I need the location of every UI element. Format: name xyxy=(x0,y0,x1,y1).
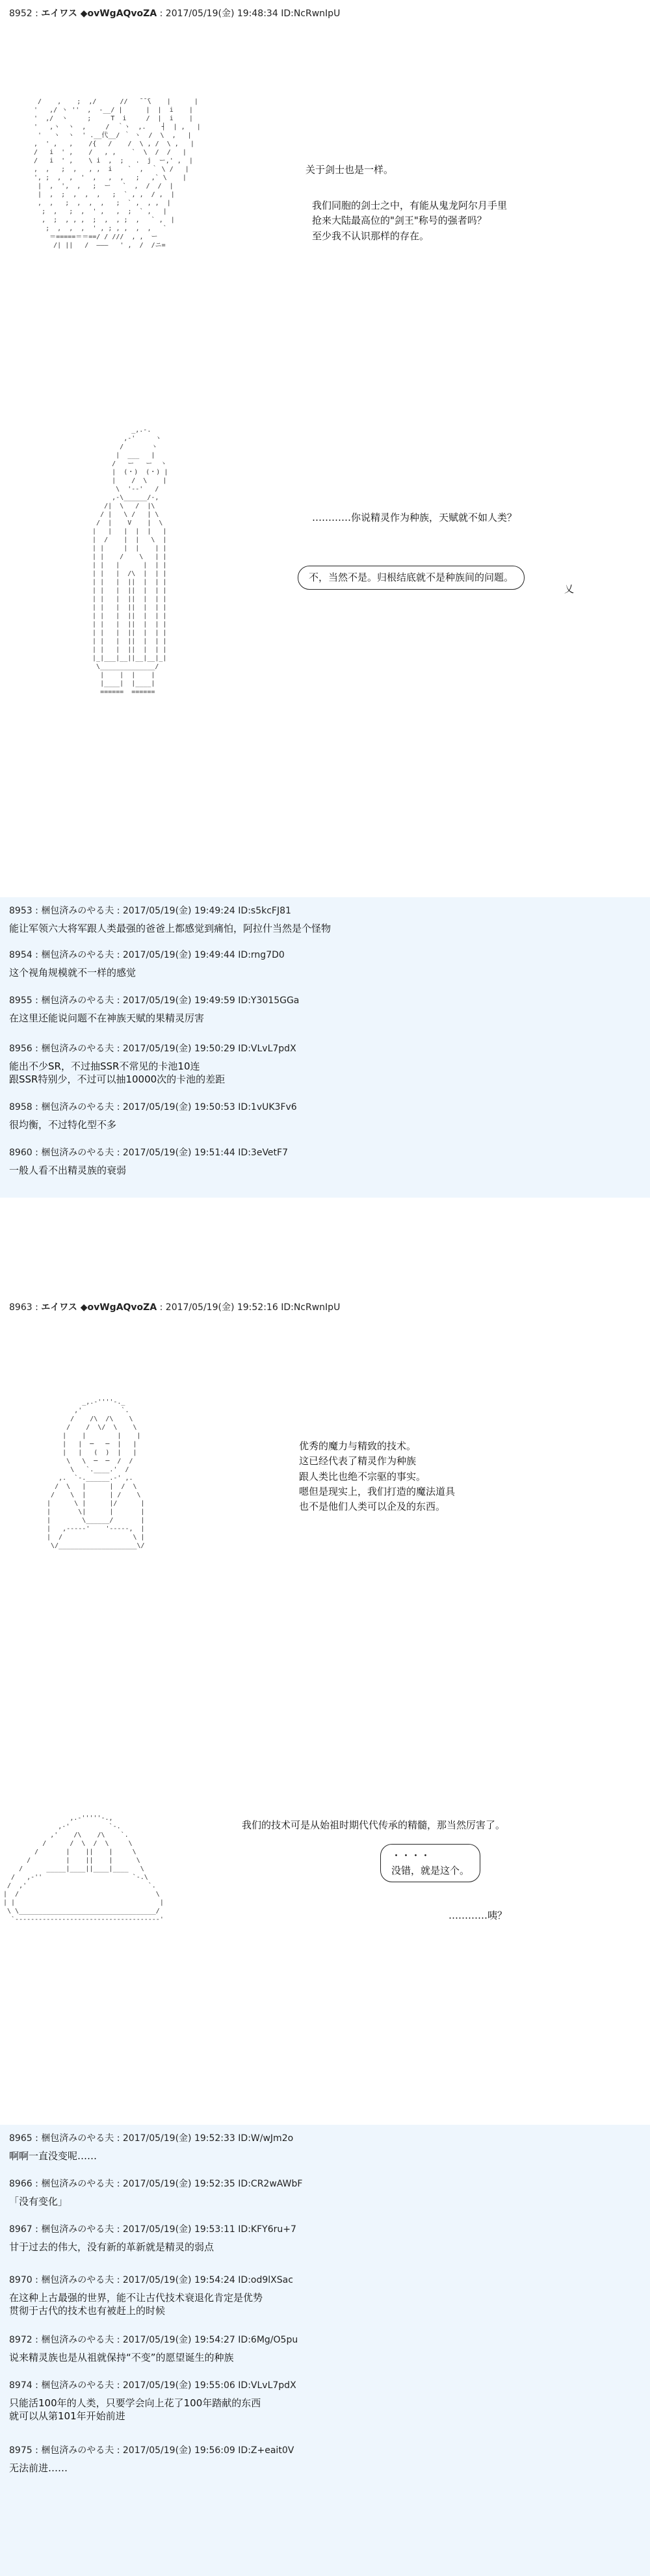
post-date: 2017/05/19(金) 19:54:24 xyxy=(122,2275,235,2285)
ascii-art-elf-figure: _,.-. ,-' ヽ / ヽ | ___ | / ー ー ヽ | (・) (・) | | / \ | \ '--' / ,-\______/-, /| \ / |\ / | \ / | \ / | V | \ | | | | | | | / | | \ | | | | | | | | | / \ | | | | | | | | | | | /\ | | | | | | || | | | | | | || | | | | | | || | | | | | | || | | | | | | || | | | | | | || | | | | | | || | | | | | | || | | | | | | || | | | |_|___|__||__|__|_| \______________/ | | | | |____| |____| ====== ====== xyxy=(92,427,168,696)
post-8975 xyxy=(0,2437,650,2576)
dialogue-line-3: …………你说精灵作为种族，天赋就不如人类？ xyxy=(312,512,517,523)
post-date: 2017/05/19(金) 19:49:44 xyxy=(122,950,235,960)
poster-id: ID:NcRwnIpU xyxy=(281,1302,341,1313)
post-body: 在这种上古最强的世界，能不让古代技术衰退化肯定是优势 贯彻于古代的技术也有被赶上的时候 xyxy=(9,2292,263,2317)
post-8965 xyxy=(0,2125,650,2170)
post-number: 8953 xyxy=(9,906,32,916)
post-date: 2017/05/19(金) 19:50:29 xyxy=(122,1044,235,1054)
post-8972 xyxy=(0,2326,650,2372)
post-date: 2017/05/19(金) 19:50:53 xyxy=(122,1102,235,1112)
poster-name: 梱包済みのやる夫 xyxy=(41,906,114,916)
post-body: 在这里还能说问题不在神族天赋的果精灵厉害 xyxy=(9,1012,205,1024)
post-body: 甘于过去的伟大，没有新的革新就是精灵的弱点 xyxy=(9,2241,214,2253)
post-body: 无法前进…… xyxy=(9,2462,68,2474)
post-header: 8958 : 梱包済みのやる夫 : 2017/05/19(金) 19:50:53 ID:1vUK3Fv6 xyxy=(9,1102,297,1112)
post-body: 这个视角规模就不一样的感觉 xyxy=(9,967,136,979)
post-date: 2017/05/19(金) 19:49:59 xyxy=(122,995,235,1006)
post-date: 2017/05/19(金) 19:52:35 xyxy=(122,2179,235,2189)
dialogue-line-1: 关于剑士也是一样。 xyxy=(306,164,394,176)
post-8966 xyxy=(0,2170,650,2216)
poster-id: ID:s5kcFJ81 xyxy=(238,906,291,916)
post-date: 2017/05/19(金) 19:56:09 xyxy=(122,2445,235,2456)
post-date: 2017/05/19(金) 19:48:34 xyxy=(165,8,278,19)
post-body: 能让军领六大将军跟人类最强的爸爸上都感觉到痛怕，阿拉什当然是个怪物 xyxy=(9,923,332,934)
post-number: 8967 xyxy=(9,2224,32,2235)
post-number: 8970 xyxy=(9,2275,32,2285)
post-8956 xyxy=(0,1035,650,1094)
post-date: 2017/05/19(金) 19:52:33 xyxy=(122,2133,235,2144)
post-header: 8967 : 梱包済みのやる夫 : 2017/05/19(金) 19:53:11 ID:KFY6ru+7 xyxy=(9,2224,296,2235)
poster-name: 梱包済みのやる夫 xyxy=(41,1102,114,1112)
post-body: 能出不少SR，不过抽SSR不常见的卡池10连 跟SSR特别少，不过可以抽10000次的卡池的差距 xyxy=(9,1060,226,1086)
post-body: 很均衡，不过特化型不多 xyxy=(9,1119,117,1131)
post-number: 8966 xyxy=(9,2179,32,2189)
speech-bubble-2: ・・・・ 没错，就是这个。 xyxy=(380,1844,480,1882)
poster-name: 梱包済みのやる夫 xyxy=(41,2179,114,2189)
post-header: 8955 : 梱包済みのやる夫 : 2017/05/19(金) 19:49:59 ID:Y3015GGa xyxy=(9,995,300,1006)
poster-id: ID:W/wJm2o xyxy=(238,2133,294,2144)
post-header: 8956 : 梱包済みのやる夫 : 2017/05/19(金) 19:50:29 ID:VLvL7pdX xyxy=(9,1044,296,1054)
post-header: 8952 : エイワス ◆ovWgAQvoZA : 2017/05/19(金) 19:48:34 ID:NcRwnIpU xyxy=(9,8,341,19)
poster-id: ID:VLvL7pdX xyxy=(238,1044,296,1054)
post-8954 xyxy=(0,941,650,987)
post-number: 8956 xyxy=(9,1044,32,1054)
post-header: 8966 : 梱包済みのやる夫 : 2017/05/19(金) 19:52:35 ID:CR2wAWbF xyxy=(9,2179,303,2189)
speech-bubble-1: 不，当然不是。归根结底就不是种族间的问题。 xyxy=(298,566,525,590)
dialogue-line-5: 我们的技术可是从始祖时期代代传承的精髓，那当然厉害了。 xyxy=(242,1819,506,1831)
post-number: 8974 xyxy=(9,2380,32,2391)
post-date: 2017/05/19(金) 19:54:27 xyxy=(122,2335,235,2345)
post-header: 8965 : 梱包済みのやる夫 : 2017/05/19(金) 19:52:33 ID:W/wJm2o xyxy=(9,2133,294,2144)
poster-name: 梱包済みのやる夫 xyxy=(41,2275,114,2285)
post-header: 8953 : 梱包済みのやる夫 : 2017/05/19(金) 19:49:24 ID:s5kcFJ81 xyxy=(9,906,291,916)
poster-id: ID:CR2wAWbF xyxy=(238,2179,303,2189)
post-body: 啊啊一直没变呢…… xyxy=(9,2150,98,2162)
post-8955 xyxy=(0,987,650,1035)
poster-name: 梱包済みのやる夫 xyxy=(41,1044,114,1054)
post-header: 8970 : 梱包済みのやる夫 : 2017/05/19(金) 19:54:24 ID:od9lXSac xyxy=(9,2275,293,2285)
poster-id: ID:3eVetF7 xyxy=(238,1148,288,1158)
post-header: 8975 : 梱包済みのやる夫 : 2017/05/19(金) 19:56:09 ID:Z+eait0V xyxy=(9,2445,294,2456)
post-header: 8974 : 梱包済みのやる夫 : 2017/05/19(金) 19:55:06 ID:VLvL7pdX xyxy=(9,2380,296,2391)
poster-id: ID:VLvL7pdX xyxy=(238,2380,296,2391)
post-header: 8954 : 梱包済みのやる夫 : 2017/05/19(金) 19:49:44 ID:rng7D0 xyxy=(9,950,285,960)
poster-id: ID:Z+eait0V xyxy=(238,2445,294,2456)
post-8960 xyxy=(0,1139,650,1198)
poster-name: 梱包済みのやる夫 xyxy=(41,995,114,1006)
poster-name: エイワス ◆ovWgAQvoZA xyxy=(41,1302,157,1313)
post-number: 8972 xyxy=(9,2335,32,2345)
ascii-art-swordsman: / , ; ,/ // ̄ ̄ ̄\ | | ' ,/ ヽ '' , -__/ | | | i | ' ,/ ヽ ; T i / | i | ' ,ヽ ヽ , / ｀ヽ ,. ┤ | , | ' ヽ ヽ ' .__代__/ ｀ ヽ / \ , | , ' , , /{ / / \ , / \ , | / i ' , / , , ` \ / / | / i ' , \ i , ; . j ー,' , | , , ; , , , i ` , ｀ \ / | ', ; , , ' , , , ; ,` \ | | , ', , ; ー ` , / / | | , ; , , , ; ` , , / , | , , ; , , , ; ` , , , | ; , ; , ' , , ; ` , | , ; , , , ; , , ; , ` , | ; , , , ' , ; , , , , ` ＝=====＝＝==/ / /// , , ー /| || / ——— ' , / /ニ= xyxy=(34,98,201,249)
dialogue-line-4: 优秀的魔力与精致的技术。 这已经代表了精灵作为种族 跟人类比也绝不宗驱的事实。 嗯但是现实上，我们打造的魔法道具 也不是他们人类可以企及的东西。 xyxy=(299,1440,456,1512)
post-8953 xyxy=(0,897,650,941)
post-number: 8975 xyxy=(9,2445,32,2456)
post-body: 「没有变化」 xyxy=(9,2196,68,2207)
post-date: 2017/05/19(金) 19:49:24 xyxy=(122,906,235,916)
speech-mark: 乂 xyxy=(564,583,575,595)
post-header: 8960 : 梱包済みのやる夫 : 2017/05/19(金) 19:51:44 ID:3eVetF7 xyxy=(9,1148,288,1158)
poster-id: ID:rng7D0 xyxy=(238,950,285,960)
post-number: 8965 xyxy=(9,2133,32,2144)
post-number: 8954 xyxy=(9,950,32,960)
post-date: 2017/05/19(金) 19:55:06 xyxy=(122,2380,235,2391)
poster-name: 梱包済みのやる夫 xyxy=(41,2380,114,2391)
poster-name: 梱包済みのやる夫 xyxy=(41,2335,114,2345)
poster-name: エイワス ◆ovWgAQvoZA xyxy=(41,8,157,19)
poster-name: 梱包済みのやる夫 xyxy=(41,950,114,960)
poster-name: 梱包済みのやる夫 xyxy=(41,1148,114,1158)
dialogue-line-2: 我们同胞的剑士之中，有能从鬼龙阿尔月手里 抢来大陆最高位的"剑王"称号的强者吗？ 至少我不认识那样的存在。 xyxy=(312,200,508,242)
poster-id: ID:6Mg/O5pu xyxy=(238,2335,298,2345)
post-number: 8963 xyxy=(9,1302,32,1313)
post-number: 8952 xyxy=(9,8,32,19)
post-number: 8960 xyxy=(9,1148,32,1158)
poster-name: 梱包済みのやる夫 xyxy=(41,2445,114,2456)
poster-id: ID:Y3015GGa xyxy=(238,995,300,1006)
poster-name: 梱包済みのやる夫 xyxy=(41,2133,114,2144)
ascii-art-elf-lying: ,.-'''''-., ,-' `-. ,' /\ /\ `. / / \ / \ \ / | || | \ / | || | \ / _____|____||____|____ \ / ,-'' `-.\ / ,' `. | / \ | | | \ \___________________________________/ `-------------------------------------' xyxy=(3,1815,164,1923)
post-8970 xyxy=(0,2267,650,2326)
post-8974 xyxy=(0,2372,650,2437)
poster-id: ID:NcRwnIpU xyxy=(281,8,341,19)
post-header: 8963 : エイワス ◆ovWgAQvoZA : 2017/05/19(金) 19:52:16 ID:NcRwnIpU xyxy=(9,1302,341,1313)
poster-id: ID:KFY6ru+7 xyxy=(238,2224,296,2235)
post-8967 xyxy=(0,2216,650,2267)
dialogue-line-6: …………咦？ xyxy=(448,1910,508,1921)
poster-name: 梱包済みのやる夫 xyxy=(41,2224,114,2235)
post-8958 xyxy=(0,1094,650,1139)
post-body: 只能活100年的人类，只要学会向上花了100年踏献的东西 就可以从第101年开始前进 xyxy=(9,2397,261,2423)
post-date: 2017/05/19(金) 19:53:11 xyxy=(122,2224,235,2235)
poster-id: ID:1vUK3Fv6 xyxy=(238,1102,297,1112)
post-date: 2017/05/19(金) 19:52:16 xyxy=(165,1302,278,1313)
post-number: 8955 xyxy=(9,995,32,1006)
poster-id: ID:od9lXSac xyxy=(238,2275,293,2285)
post-number: 8958 xyxy=(9,1102,32,1112)
post-body: 一般人看不出精灵族的衰弱 xyxy=(9,1164,127,1176)
post-date: 2017/05/19(金) 19:51:44 xyxy=(122,1148,235,1158)
ascii-art-elf-portrait: _,.-''''-._ ,' `. / /\ /\ \ / / \/ \ \ | | | | | | ─ ─ | | | | ( ) | | \ \ ─ ─ / / \ `.____.' / ,. `-.______.-' ,. / \ | | / \ / \ | | / \ | \ | |/ | | \| | | | \______/ | | ,-----' '-----, | | / \ | \/____________________\/ xyxy=(47,1399,145,1549)
post-body: 说来精灵族也是从祖就保持“不变”的愿望诞生的种族 xyxy=(9,2352,234,2363)
post-header: 8972 : 梱包済みのやる夫 : 2017/05/19(金) 19:54:27 ID:6Mg/O5pu xyxy=(9,2335,298,2345)
